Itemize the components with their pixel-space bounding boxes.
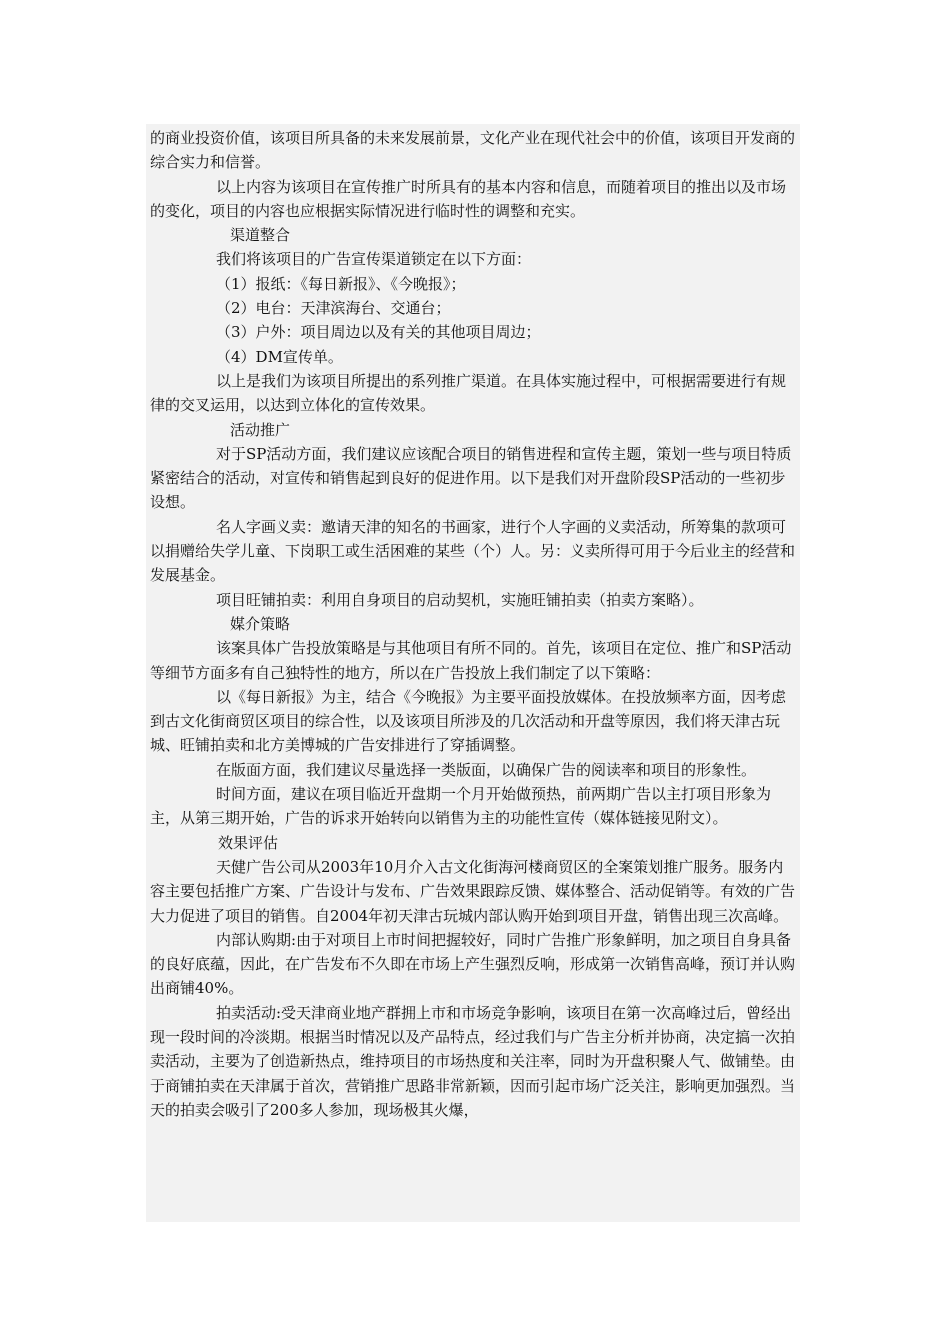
paragraph: 内部认购期:由于对项目上市时间把握较好，同时广告推广形象鲜明，加之项目自身具备的良好底蕴，因此，在广告发布不久即在市场上产生强烈反响，形成第一次销售高峰，预订并认购出商铺40%。 xyxy=(150,930,796,998)
paragraph: 项目旺铺拍卖：利用自身项目的启动契机，实施旺铺拍卖（拍卖方案略）。 xyxy=(216,590,704,609)
list-item: （3）户外：项目周边以及有关的其他项目周边； xyxy=(216,323,541,342)
document-body xyxy=(150,126,796,1122)
list-item: （2）电台：天津滨海台、交通台； xyxy=(216,299,451,318)
section-heading-effect: 效果评估 xyxy=(218,833,279,852)
paragraph: 以上内容为该项目在宣传推广时所具有的基本内容和信息，而随着项目的推出以及市场的变化，项目的内容也应根据实际情况进行临时性的调整和充实。 xyxy=(150,177,787,220)
paragraph: 我们将该项目的广告宣传渠道锁定在以下方面： xyxy=(216,250,532,269)
section-heading-media: 媒介策略 xyxy=(230,614,291,633)
section-heading-channel: 渠道整合 xyxy=(230,226,291,245)
paragraph: 的商业投资价值，该项目所具备的未来发展前景，文化产业在现代社会中的价值，该项目开发商的综合实力和信誉。 xyxy=(150,129,796,172)
paragraph: 时间方面，建议在项目临近开盘期一个月开始做预热，前两期广告以主打项目形象为主，从第三期开始，广告的诉求开始转向以销售为主的功能性宣传（媒体链接见附文）。 xyxy=(150,785,772,828)
paragraph: 名人字画义卖：邀请天津的知名的书画家，进行个人字画的义卖活动，所筹集的款项可以捐赠给失学儿童、下岗职工或生活困难的某些（个）人。另：义卖所得可用于今后业主的经营和发展基金。 xyxy=(150,517,796,585)
paragraph: 以《每日新报》为主，结合《今晚报》为主要平面投放媒体。在投放频率方面，因考虑到古文化街商贸区项目的综合性，以及该项目所涉及的几次活动和开盘等原因，我们将天津古玩城、旺铺拍卖和北方美博城的广告安排进行了穿插调整。 xyxy=(150,687,787,755)
section-heading-activity: 活动推广 xyxy=(230,420,291,439)
paragraph: 在版面方面，我们建议尽量选择一类版面，以确保广告的阅读率和项目的形象性。 xyxy=(216,760,757,779)
paragraph: 以上是我们为该项目所提出的系列推广渠道。在具体实施过程中，可根据需要进行有规律的交叉运用，以达到立体化的宣传效果。 xyxy=(150,371,787,415)
document-page xyxy=(146,124,800,1222)
paragraph: 天健广告公司从2003年10月介入古文化街海河楼商贸区的全案策划推广服务。服务内容主要包括推广方案、广告设计与发布、广告效果跟踪反馈、媒体整合、活动促销等。有效的广告大力促进了项目的销售。自2004年初天津古玩城内部认购开始到项目开盘，销售出现三次高峰。 xyxy=(150,857,796,925)
paragraph: 该案具体广告投放策略是与其他项目有所不同的。首先，该项目在定位、推广和SP活动等细节方面多有自己独特性的地方，所以在广告投放上我们制定了以下策略： xyxy=(150,639,792,682)
list-item: （4）DM宣传单。 xyxy=(216,347,343,366)
paragraph: 拍卖活动:受天津商业地产群拥上市和市场竞争影响，该项目在第一次高峰过后，曾经出现一段时间的冷淡期。根据当时情况以及产品特点，经过我们与广告主分析并协商，决定搞一次拍卖活动，主要为了创造新热点，维持项目的市场热度和关注率，同时为开盘积聚人气、做铺垫。由于商铺拍卖在天津属于首次，营销推广思路非常新颖，因而引起市场广泛关注，影响更加强烈。当天的拍卖会吸引了200多人参加，现场极其火爆， xyxy=(150,1003,796,1119)
paragraph: 对于SP活动方面，我们建议应该配合项目的销售进程和宣传主题，策划一些与项目特质紧密结合的活动，对宣传和销售起到良好的促进作用。以下是我们对开盘阶段SP活动的一些初步设想。 xyxy=(150,444,792,512)
list-item: （1）报纸：《每日新报》、《今晚报》； xyxy=(216,274,466,293)
